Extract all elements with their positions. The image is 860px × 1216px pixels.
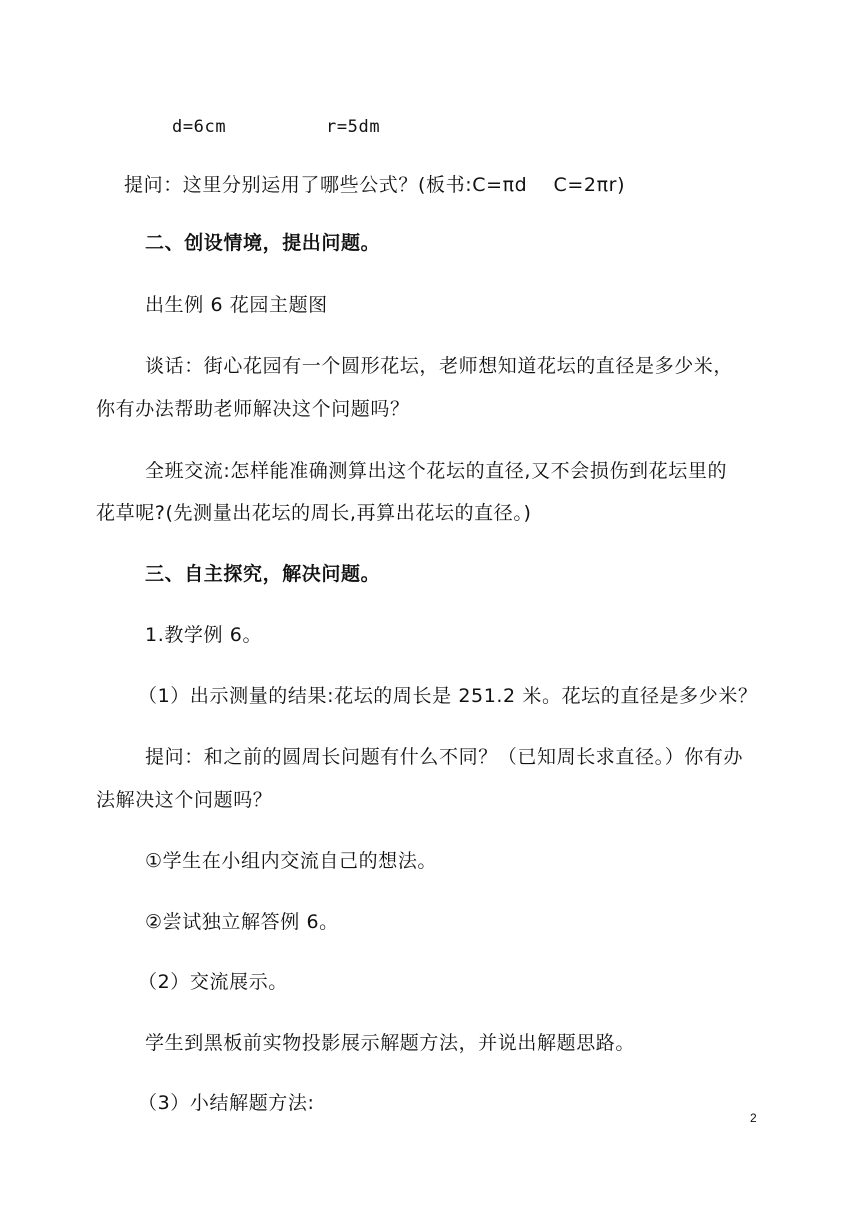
step-3-line: （3）小结解题方法: xyxy=(138,1092,315,1114)
show-example-line: 出生例 6 花园主题图 xyxy=(145,294,328,316)
present-line: 学生到黑板前实物投影展示解题方法，并说出解题思路。 xyxy=(145,1032,636,1054)
question-2-line-2: 法解决这个问题吗？ xyxy=(96,789,273,811)
talk-paragraph-line-2: 你有办法帮助老师解决这个问题吗？ xyxy=(96,398,410,420)
sub-step-2: ②尝试独立解答例 6。 xyxy=(145,911,339,933)
section-heading-3: 三、自主探究，解决问题。 xyxy=(145,563,381,585)
discussion-paragraph-line-1: 全班交流:怎样能准确测算出这个花坛的直径,又不会损伤到花坛里的 xyxy=(145,460,728,482)
section-heading-2: 二、创设情境，提出问题。 xyxy=(145,232,381,254)
radius-value: r=5dm xyxy=(326,117,381,137)
teach-example-line: 1.教学例 6。 xyxy=(145,624,263,646)
page-number: 2 xyxy=(750,1111,757,1125)
step-2-line: （2）交流展示。 xyxy=(138,971,288,993)
step-1-line: （1）出示测量的结果:花坛的周长是 251.2 米。花坛的直径是多少米？ xyxy=(138,685,758,707)
question-2-line-1: 提问：和之前的圆周长问题有什么不同？（已知周长求直径。）你有办 xyxy=(145,746,744,768)
diameter-value: d=6cm xyxy=(172,117,227,137)
question-formulas: 提问：这里分别运用了哪些公式？(板书:C=πd C=2πr) xyxy=(124,174,626,196)
sub-step-1: ①学生在小组内交流自己的想法。 xyxy=(145,850,438,872)
discussion-paragraph-line-2: 花草呢?(先测量出花坛的周长,再算出花坛的直径。) xyxy=(96,502,532,524)
talk-paragraph-line-1: 谈话：街心花园有一个圆形花坛，老师想知道花坛的直径是多少米， xyxy=(145,355,734,377)
